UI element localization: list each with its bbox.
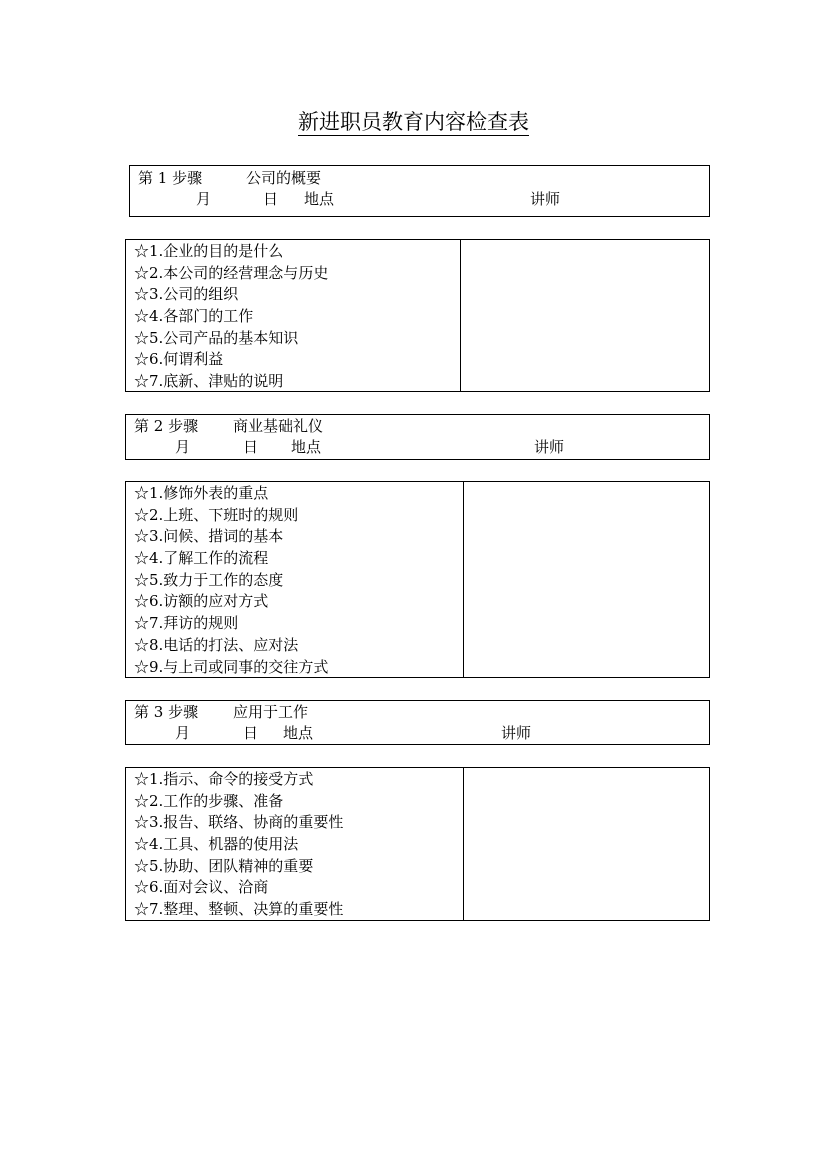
step-1-notes-cell[interactable] bbox=[461, 240, 709, 391]
month-label: 月 bbox=[196, 190, 212, 208]
lecturer-label: 讲师 bbox=[530, 190, 561, 208]
list-item: ☆1.企业的目的是什么 bbox=[134, 242, 284, 260]
step-3-items-column bbox=[126, 768, 464, 920]
step-1-items-table bbox=[125, 239, 710, 392]
list-item: ☆3.问候、措词的基本 bbox=[134, 527, 284, 546]
step-2-items-column bbox=[126, 482, 464, 677]
list-item: ☆5.协助、团队精神的重要 bbox=[134, 856, 314, 875]
step-3-notes-cell[interactable] bbox=[464, 768, 709, 920]
step-1-items-column bbox=[126, 240, 461, 391]
list-item: ☆3.公司的组织 bbox=[134, 285, 239, 304]
list-item: ☆2.工作的步骤、准备 bbox=[134, 791, 284, 810]
step-2-notes-cell[interactable] bbox=[464, 482, 709, 677]
list-item: ☆1.指示、命令的接受方式 bbox=[134, 770, 314, 788]
list-item: ☆4.了解工作的流程 bbox=[134, 549, 269, 568]
place-label: 地点 bbox=[283, 724, 314, 742]
list-item: ☆3.报告、联络、协商的重要性 bbox=[134, 813, 344, 832]
step-1-label: 第 1 步骤 bbox=[138, 169, 203, 187]
step-3-items-table bbox=[125, 767, 710, 921]
day-label: 日 bbox=[243, 724, 259, 742]
step-1-topic: 公司的概要 bbox=[246, 169, 322, 187]
list-item: ☆6.面对会议、洽商 bbox=[134, 878, 269, 897]
list-item: ☆5.公司产品的基本知识 bbox=[134, 328, 299, 347]
lecturer-label: 讲师 bbox=[501, 724, 532, 742]
title-text: 新进职员教育内容检查表 bbox=[298, 110, 529, 134]
list-item: ☆2.上班、下班时的规则 bbox=[134, 505, 299, 524]
step-1-header bbox=[129, 165, 710, 217]
list-item: ☆4.工具、机器的使用法 bbox=[134, 835, 299, 854]
month-label: 月 bbox=[175, 438, 191, 456]
place-label: 地点 bbox=[304, 190, 335, 208]
list-item: ☆1.修饰外表的重点 bbox=[134, 484, 269, 502]
list-item: ☆5.致力于工作的态度 bbox=[134, 570, 284, 589]
list-item: ☆7.整理、整顿、决算的重要性 bbox=[134, 900, 344, 919]
list-item: ☆4.各部门的工作 bbox=[134, 307, 254, 326]
step-3-label: 第 3 步骤 bbox=[134, 703, 199, 721]
list-item: ☆2.本公司的经营理念与历史 bbox=[134, 263, 329, 282]
step-3-topic: 应用于工作 bbox=[233, 703, 309, 721]
step-2-label: 第 2 步骤 bbox=[134, 417, 199, 435]
day-label: 日 bbox=[243, 438, 259, 456]
list-item: ☆9.与上司或同事的交往方式 bbox=[134, 657, 329, 676]
list-item: ☆7.拜访的规则 bbox=[134, 614, 239, 633]
list-item: ☆8.电话的打法、应对法 bbox=[134, 635, 299, 654]
day-label: 日 bbox=[263, 190, 279, 208]
step-2-header bbox=[125, 414, 710, 460]
lecturer-label: 讲师 bbox=[534, 438, 565, 456]
step-2-items-table bbox=[125, 481, 710, 678]
month-label: 月 bbox=[175, 724, 191, 742]
page-title bbox=[0, 108, 827, 136]
place-label: 地点 bbox=[291, 438, 322, 456]
list-item: ☆6.访额的应对方式 bbox=[134, 592, 269, 611]
list-item: ☆6.何谓利益 bbox=[134, 350, 224, 369]
step-2-topic: 商业基础礼仪 bbox=[233, 417, 324, 435]
step-3-header bbox=[125, 700, 710, 745]
list-item: ☆7.底新、津贴的说明 bbox=[134, 372, 284, 391]
